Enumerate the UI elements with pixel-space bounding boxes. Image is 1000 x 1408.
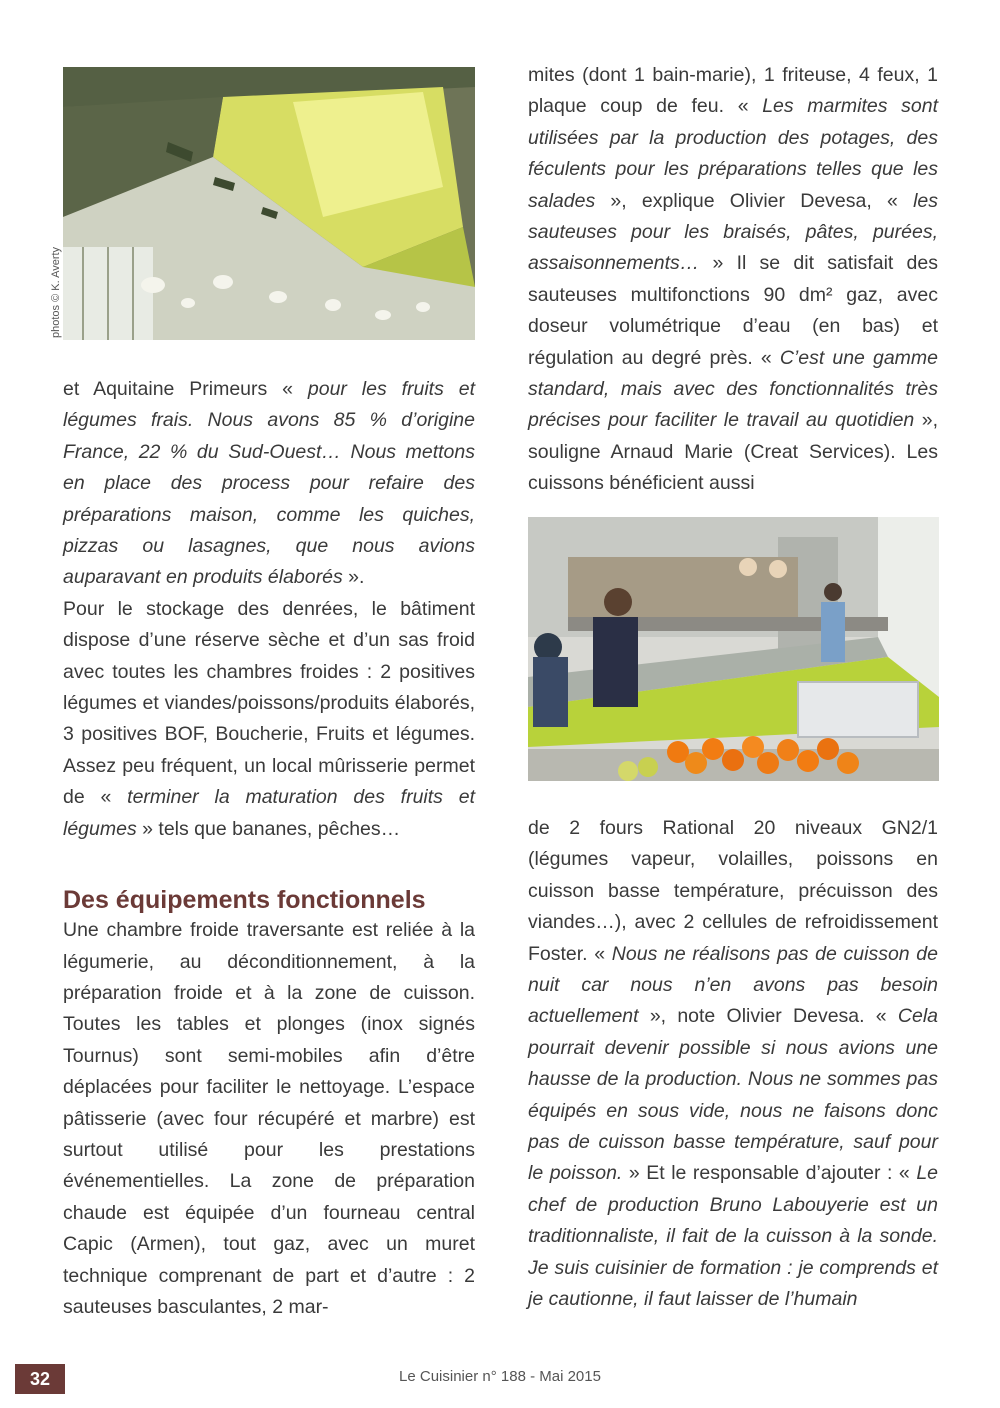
text-run: et Aquitaine Primeurs « [63,378,308,400]
text-run: », souligne Arnaud Marie (Creat Services). Les cuissons bénéficient aussi [528,409,938,495]
text-run: » tels que bananes, pêches… [136,817,401,840]
ceiling-photo [63,67,475,340]
right-column-bottom [528,813,938,1316]
text-run: terminer la maturation des fruits et légumes [63,786,475,840]
text-run: Pour le stockage des denrées, le bâtiment dispose d’une réserve sèche et d’un sas froid avec toutes les chambres froides : 2 positives légumes et viandes/poissons/produits élaborés, 3 positives BOF, Boucherie, Fruits et légumes. Assez peu fréquent, un local mûrisserie permet de « [63,597,475,809]
right-paragraph-2 [528,813,938,1316]
text-run: C’est une gamme standard, mais avec des fonctionnalités très précises pour faciliter le travail au quotidien [528,346,938,432]
section-heading: Des équipements fonctionnels [63,886,426,915]
photo-credit: photos © K. Averty [50,246,62,338]
text-run: » Et le responsable d’ajouter : « [622,1162,917,1185]
text-run: pour les fruits et légumes frais. Nous avons 85 % d’origine France, 22 % du Sud-Ouest… Nous mettons en place des process pour refaire des préparations maison, comme les quiches, pizzas ou lasagnes, que nous avions auparavant en produits élaborés [63,378,475,589]
text-run: Nous ne réalisons pas de cuisson de nuit car nous n’en avons pas besoin actuellement [528,942,938,1028]
text-run: » Il se dit satisfait des sauteuses multifonctions 90 dm² gaz, avec doseur volumétrique d’eau (en bas) et régulation au degré près. « [528,252,938,369]
text-run: de 2 fours Rational 20 niveaux GN2/1 (légumes vapeur, volailles, poissons en cuisson basse température, précuisson des viandes…), avec 2 cellules de refroidissement Foster. « [528,817,938,965]
right-column-top [528,60,938,500]
text-run: les sauteuses pour les braisés, pâtes, purées, assaisonnements… [528,189,938,275]
text-run: Le chef de production Bruno Labouyerie est un traditionnaliste, il fait de la cuisson à la sonde. Je suis cuisinier de formation : je comprends et je cautionne, il faut laisser de l’humain [528,1162,939,1311]
left-column [63,374,475,1323]
left-paragraph-3 [63,915,475,1323]
left-paragraph-2 [63,594,475,845]
text-run: », explique Olivier Devesa, « [595,189,914,212]
text-run: Cela pourrait devenir possible si nous avions une hausse de la production. Nous ne sommes pas équipés en sous vide, nous ne faisons donc pas de cuisson basse température, sauf pour le poisson. [528,1005,938,1185]
text-run: Une chambre froide traversante est reliée à la légumerie, au déconditionnement, à la préparation froide et à la zone de cuisson. Toutes les tables et plonges (inox signés Tournus) sont semi-mobiles afin d’être déplacées pour faciliter le nettoyage. L’espace pâtisserie (avec four récupéré et marbre) est surtout utilisé pour les prestations événementielles. La zone de préparation chaude est équipée d’un fourneau central Capic (Armen), tout gaz, avec un muret technique comprenant de part et d’autre : 2 sauteuses basculantes, 2 mar- [63,919,475,1318]
text-run: ». [342,566,365,589]
text-run: Les marmites sont utilisées par la production des potages, des féculents pour les préparations telles que les salades [528,95,938,212]
footer-citation: Le Cuisinier n° 188 - Mai 2015 [399,1368,601,1385]
text-run: », note Olivier Devesa. « [638,1005,898,1028]
right-paragraph-1 [528,60,938,500]
page-number: 32 [15,1364,65,1394]
canteen-photo [528,517,939,781]
left-paragraph-1 [63,374,475,594]
text-run: mites (dont 1 bain-marie), 1 friteuse, 4 feux, 1 plaque coup de feu. « [528,64,938,118]
